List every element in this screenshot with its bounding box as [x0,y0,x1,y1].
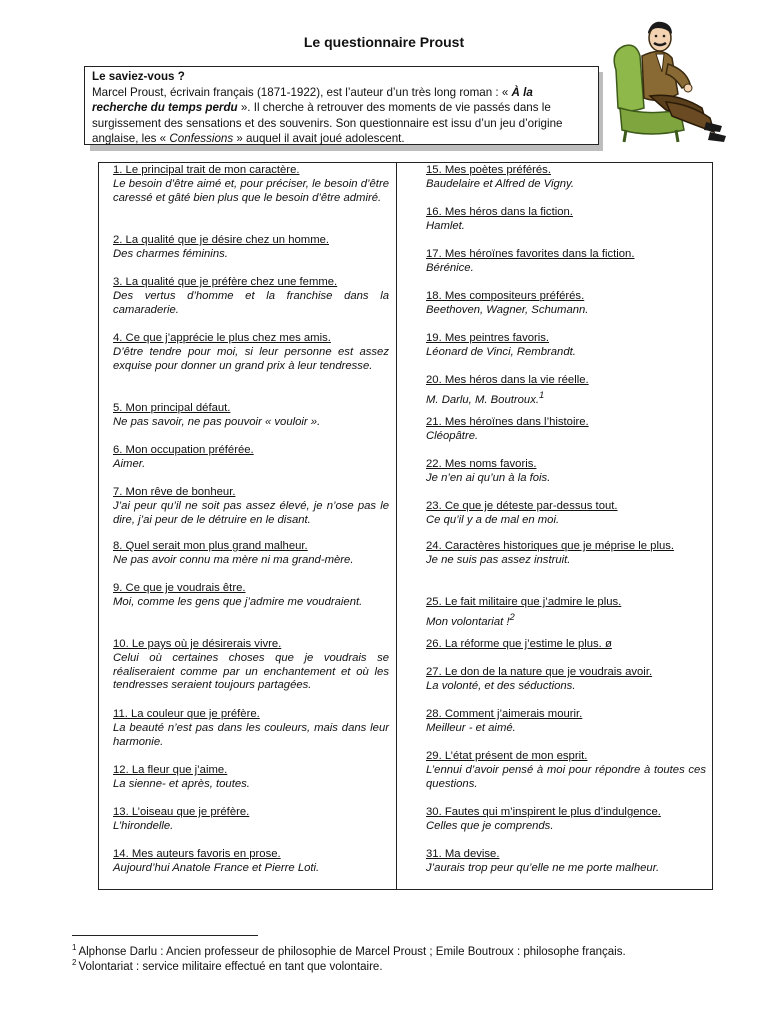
question-entry [426,806,706,834]
question-entry [113,848,389,876]
question-entry [113,486,389,527]
book-title: À la recherche du temps perdu [92,85,533,115]
question: 6. Mon occupation préférée. [113,444,254,456]
answer: Le besoin d’être aimé et, pour préciser, le besoin d’être caressé et gâté bien plus que le besoin d’être admiré. [113,177,389,204]
question: 21. Mes héroïnes dans l’histoire. [426,416,589,428]
question: 2. La qualité que je désire chez un homme. [113,234,330,246]
info-heading: Le saviez-vous ? [92,70,185,83]
page-title: Le questionnaire Proust [303,34,465,50]
answer: L’ennui d’avoir pensé à moi pour répondre à toutes ces questions. [426,763,706,790]
question-entry [113,234,389,262]
question: 10. Le pays où je désirerais vivre. [113,638,282,650]
info-text: Marcel Proust, écrivain français (1871-1922), est l’auteur d’un très long roman : « À la recherche du temps perdu ». Il cherche à retrouver des moments de vie passés dans le surgissement des sensations et des souvenirs. Son questionnaire est issu d’un jeu d’origine anglaise, les « Confessions » auquel il avait joué adolescent. [92,85,563,146]
question: 23. Ce que je déteste par-dessus tout. [426,500,618,512]
answer: J’ai peur qu’il ne soit pas assez élevé, je n’ose pas le dire, j’ai peur de le détruire en le disant. [113,499,389,526]
question-entry [113,638,389,693]
answer: D’être tendre pour moi, si leur personne est assez exquise pour donner un grand prix à leur tendresse. [113,345,389,372]
answer: Beethoven, Wagner, Schumann. [426,303,589,316]
answer: Hamlet. [426,219,465,232]
question: 7. Mon rêve de bonheur. [113,486,236,498]
answer: Des vertus d’homme et la franchise dans la camaraderie. [113,289,389,316]
question-entry [426,540,706,568]
question: 25. Le fait militaire que j’admire le plus. [426,596,622,608]
question: 11. La couleur que je préfère. [113,708,260,720]
question-entry [426,708,706,736]
answer: Celles que je comprends. [426,819,554,832]
question: 19. Mes peintres favoris. [426,332,550,344]
question: 15. Mes poètes préférés. [426,164,551,176]
question-entry [426,290,706,318]
question: 28. Comment j’aimerais mourir. [426,708,583,720]
question-entry [113,402,389,430]
question: 8. Quel serait mon plus grand malheur. [113,540,308,552]
question-entry [113,708,389,749]
question: 3. La qualité que je préfère chez une femme. [113,276,338,288]
question-entry [426,248,706,276]
question-entry [113,764,389,792]
answer: La sienne- et après, toutes. [113,777,250,790]
answer: La beauté n’est pas dans les couleurs, mais dans leur harmonie. [113,721,389,748]
question: 13. L’oiseau que je préfère. [113,806,250,818]
question: 24. Caractères historiques que je méprise le plus. [426,540,675,552]
question: 31. Ma devise. [426,848,500,860]
answer: Aimer. [113,457,146,470]
footnote-ref-1: 1 [539,388,545,400]
question-entry [113,540,389,568]
question: 29. L’état présent de mon esprit. [426,750,588,762]
question: 18. Mes compositeurs préférés. [426,290,585,302]
question-entry [426,332,706,360]
question: 22. Mes noms favoris. [426,458,537,470]
confessions-title: Confessions [169,132,234,146]
footnote-separator [72,935,258,936]
answer: M. Darlu, M. Boutroux.$^1$ [426,388,545,406]
question-entry [426,848,706,876]
answer: Cléopâtre. [426,429,479,442]
question-entry [426,638,706,652]
did-you-know-box [84,66,599,145]
question: 1. Le principal trait de mon caractère. [113,164,300,176]
answer: Mon volontariat !$^2$ [426,610,515,628]
answer: Je n’en ai qu’un à la fois. [426,471,551,484]
answer: Je ne suis pas assez instruit. [426,553,571,566]
question: 16. Mes héros dans la fiction. [426,206,573,218]
question: 30. Fautes qui m’inspirent le plus d’indulgence. [426,806,661,818]
question-entry [426,206,706,234]
answer: Aujourd’hui Anatole France et Pierre Loti. [113,861,320,874]
question: 17. Mes héroïnes favorites dans la fiction. [426,248,635,260]
question: 26. La réforme que j’estime le plus. ø [426,638,612,650]
answer: J’aurais trop peur qu’elle ne me porte malheur. [426,861,660,874]
question-entry [113,582,389,610]
question-entry [426,458,706,486]
footnote-ref-2: 2 [509,610,515,622]
question-entry [113,332,389,373]
question: 5. Mon principal défaut. [113,402,231,414]
answer: Ne pas avoir connu ma mère ni ma grand-mère. [113,553,354,566]
question-entry [426,596,706,629]
answer: Bérénice. [426,261,474,274]
answer: Léonard de Vinci, Rembrandt. [426,345,576,358]
question-entry [113,164,389,205]
question-entry [113,444,389,472]
answer: Meilleur - et aimé. [426,721,516,734]
question-entry [113,276,389,317]
question-entry [426,164,706,192]
footnote-1: $^1$ Alphonse Darlu : Ancien professeur de philosophie de Marcel Proust ; Emile Boutroux : philosophe français. [72,943,626,958]
answer: Moi, comme les gens que j’admire me voudraient. [113,595,363,608]
question: 27. Le don de la nature que je voudrais avoir. [426,666,653,678]
question-entry [426,500,706,528]
answer: Celui où certaines choses que je voudrais se réaliseraient comme par un enchantement et où les tendresses seraient toujours partagées. [113,651,389,692]
answer: Baudelaire et Alfred de Vigny. [426,177,575,190]
footnote-2: $^2$ Volontariat : service militaire effectué en tant que volontaire. [72,958,383,973]
proust-armchair-illustration [606,12,730,144]
question: 20. Mes héros dans la vie réelle. [426,374,589,386]
answer: La volonté, et des séductions. [426,679,576,692]
answer: Des charmes féminins. [113,247,228,260]
question-entry [426,750,706,791]
question-entry [426,666,706,694]
column-divider [396,163,397,889]
question: 9. Ce que je voudrais être. [113,582,246,594]
question: 12. La fleur que j’aime. [113,764,228,776]
questionnaire-table [98,162,713,890]
question: 14. Mes auteurs favoris en prose. [113,848,281,860]
question: 4. Ce que j’apprécie le plus chez mes amis. [113,332,331,344]
question-entry [426,374,706,407]
answer: Ne pas savoir, ne pas pouvoir « vouloir ». [113,415,321,428]
question-entry [113,806,389,834]
answer: Ce qu’il y a de mal en moi. [426,513,560,526]
answer: L’hirondelle. [113,819,174,832]
question-entry [426,416,706,444]
